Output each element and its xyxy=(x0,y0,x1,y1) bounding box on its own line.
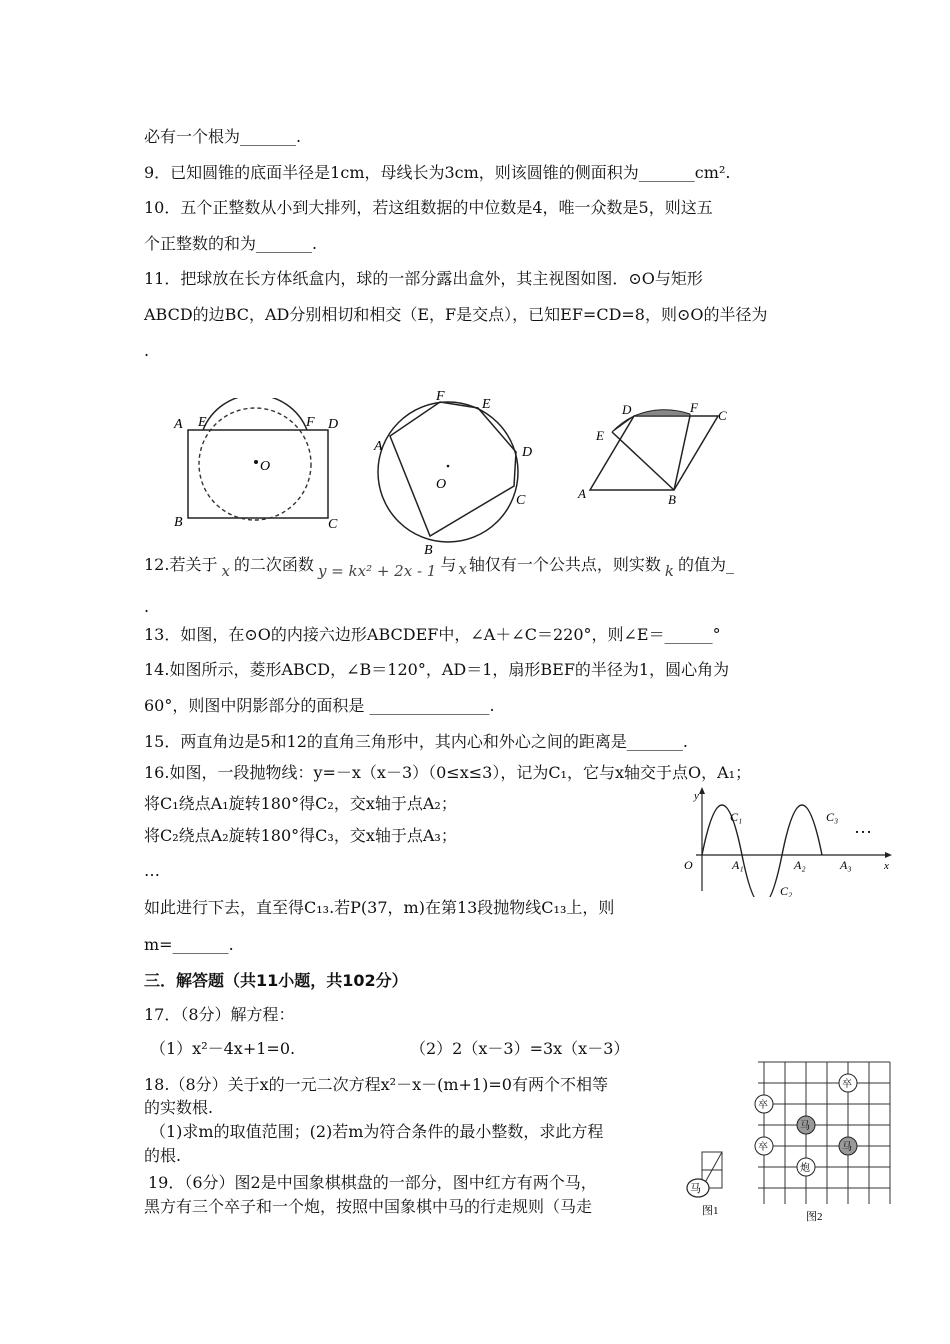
parabola-label-C2: C₂ xyxy=(780,884,793,897)
question-16-line5: 如此进行下去，直至得C₁₃.若P(37，m)在第13段抛物线C₁₃上，则 xyxy=(144,898,615,917)
parabola-ellipsis: … xyxy=(854,817,872,837)
chess-ma-2: 马 xyxy=(842,1142,852,1153)
question-9: 9．已知圆锥的底面半径是1cm，母线长为3cm，则该圆锥的侧面积为_______cm². xyxy=(144,163,731,182)
rect-label-C: C xyxy=(328,517,338,532)
question-11-line2: ABCD的边BC，AD分别相切和相交（E，F是交点），已知EF=CD=8，则⊙O的半径为 xyxy=(144,305,768,324)
question-10-line1: 10．五个正整数从小到大排列，若这组数据的中位数是4，唯一众数是5，则这五 xyxy=(144,198,713,217)
chess-zu-3: 卒 xyxy=(758,1142,768,1153)
question-12-line1: 12.若关于 x 的二次函数 y = kx² + 2x - 1 与 x 轴仅有一个公共点，则实数 k 的值为_ xyxy=(144,555,734,580)
figure-parabola-chain xyxy=(674,785,894,897)
fig1-ma-piece: 马 xyxy=(690,1183,701,1195)
question-17-part1: （1）x²－4x+1=0. xyxy=(150,1039,296,1058)
question-14-line2: 60°，则图中阴影部分的面积是 _______________. xyxy=(144,696,495,715)
question-17: 17．（8分）解方程： xyxy=(144,1005,295,1024)
question-16-line2: 将C₁绕点A₁旋转180°得C₂，交x轴于点A₂； xyxy=(144,794,457,813)
parabola-label-y: y xyxy=(694,790,699,802)
figure-1-knight-move xyxy=(686,1148,730,1220)
chess-zu-1: 卒 xyxy=(842,1079,852,1090)
rhombus-label-B: B xyxy=(668,492,676,507)
question-10-line2: 个正整数的和为_______. xyxy=(144,234,318,253)
question-16-line3: 将C₂绕点A₂旋转180°得C₃，交x轴于点A₃； xyxy=(144,826,457,845)
rect-label-O: O xyxy=(260,459,271,474)
rhombus-label-C: C xyxy=(718,408,727,423)
parabola-label-C3: C₃ xyxy=(826,810,839,824)
parabola-label-A1: A₁ xyxy=(732,858,744,872)
rhombus-label-F: F xyxy=(690,400,698,415)
section-3-heading: 三．解答题（共11小题，共102分） xyxy=(144,971,408,990)
rect-label-F: F xyxy=(306,415,315,430)
question-11-line3: . xyxy=(144,341,150,360)
rect-label-A: A xyxy=(174,417,183,432)
question-18-line4: 的根. xyxy=(144,1146,182,1165)
question-11-line1: 11．把球放在长方体纸盒内，球的一部分露出盒外，其主视图如图．⊙O与矩形 xyxy=(144,269,703,288)
question-17-part2: （2）2（x－3）=3x（x－3） xyxy=(410,1039,630,1058)
hex-label-A: A xyxy=(374,439,383,454)
rect-label-D: D xyxy=(328,417,339,432)
parabola-label-A2: A₂ xyxy=(794,858,806,872)
line-answer-blank: 必有一个根为_______. xyxy=(144,127,302,146)
parabola-label-x: x xyxy=(884,860,889,872)
quadratic-formula: y = kx² + 2x - 1 xyxy=(317,562,437,580)
rect-label-E: E xyxy=(198,415,207,430)
parabola-label-A3: A₃ xyxy=(840,858,852,872)
rhombus-label-D: D xyxy=(622,402,632,417)
question-19-line2: 黑方有三个卒子和一个炮，按照中国象棋中马的行走规则（马走 xyxy=(144,1197,593,1216)
fig2-caption: 图2 xyxy=(806,1211,823,1223)
parabola-label-C1: C₁ xyxy=(730,810,743,824)
question-16-line1: 16.如图，一段抛物线：y=－x（x－3）（0≤x≤3），记为C₁，它与x轴交于点O，A₁； xyxy=(144,763,752,782)
rhombus-label-E: E xyxy=(596,428,604,443)
rhombus-label-A: A xyxy=(578,486,586,501)
chess-pao: 炮 xyxy=(800,1163,810,1174)
question-12-line2: . xyxy=(144,597,150,616)
question-19-line1: 19．（6分）图2是中国象棋棋盘的一部分，图中红方有两个马， xyxy=(148,1173,597,1192)
hex-label-E: E xyxy=(482,397,491,412)
question-16-line6: m=_______. xyxy=(144,935,234,954)
chess-zu-2: 卒 xyxy=(758,1100,768,1111)
question-15: 15．两直角边是5和12的直角三角形中，其内心和外心之间的距离是_______. xyxy=(144,732,688,751)
fig1-caption: 图1 xyxy=(702,1205,719,1217)
hex-label-O: O xyxy=(436,477,447,492)
hex-label-B: B xyxy=(424,543,433,558)
parabola-label-O: O xyxy=(684,858,693,872)
question-18-line1: 18.（8分）关于x的一元二次方程x²－x－(m+1)=0有两个不相等 xyxy=(144,1075,608,1094)
rect-label-B: B xyxy=(174,515,183,530)
figure-inscribed-hexagon xyxy=(370,390,540,560)
figure-2-chess-board xyxy=(750,1056,898,1226)
question-14-line1: 14.如图所示，菱形ABCD，∠B＝120°，AD＝1，扇形BEF的半径为1，圆心角为 xyxy=(144,660,730,679)
hex-label-C: C xyxy=(516,493,526,508)
hex-label-D: D xyxy=(522,445,533,460)
hex-label-F: F xyxy=(436,390,445,404)
figure-rhombus-sector xyxy=(572,398,742,508)
question-18-line2: 的实数根. xyxy=(144,1098,214,1117)
question-16-line4: … xyxy=(144,861,160,880)
figure-rectangle-circle xyxy=(170,398,350,538)
chess-ma-1: 马 xyxy=(800,1121,810,1132)
question-13: 13．如图，在⊙O的内接六边形ABCDEF中，∠A＋∠C＝220°，则∠E＝______° xyxy=(144,625,721,644)
question-18-line3: （1)求m的取值范围；(2)若m为符合条件的最小整数，求此方程 xyxy=(150,1122,604,1141)
